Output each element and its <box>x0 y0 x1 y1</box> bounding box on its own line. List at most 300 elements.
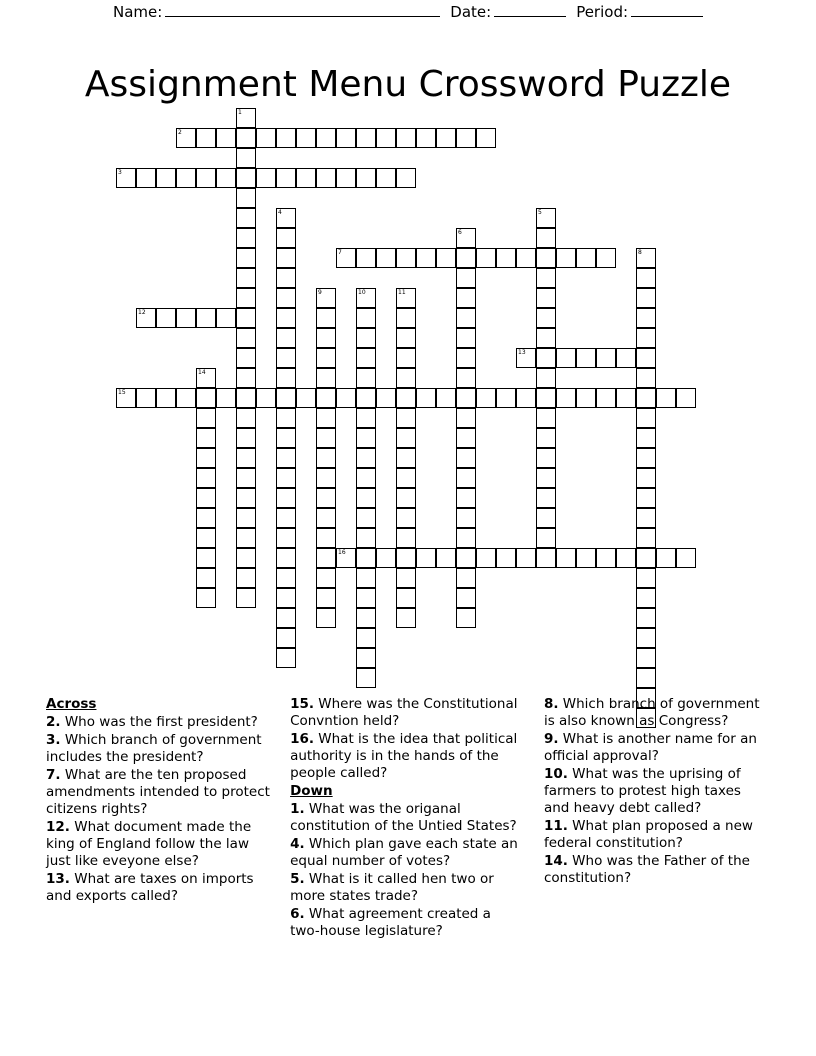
crossword-cell[interactable] <box>396 308 416 328</box>
crossword-cell[interactable] <box>436 388 456 408</box>
crossword-cell[interactable] <box>316 328 336 348</box>
crossword-cell[interactable] <box>456 368 476 388</box>
crossword-cell[interactable] <box>196 368 216 388</box>
crossword-cell[interactable] <box>556 388 576 408</box>
crossword-cell[interactable] <box>596 248 616 268</box>
crossword-cell[interactable] <box>456 388 476 408</box>
crossword-cell-number: 10 <box>358 289 366 296</box>
crossword-cell-number: 1 <box>238 109 242 116</box>
crossword-cell[interactable] <box>476 248 496 268</box>
crossword-cell[interactable] <box>616 348 636 368</box>
crossword-cell[interactable] <box>236 128 256 148</box>
crossword-cell-number: 5 <box>538 209 542 216</box>
crossword-cell[interactable] <box>396 348 416 368</box>
crossword-cell[interactable] <box>536 428 556 448</box>
crossword-cell[interactable] <box>176 388 196 408</box>
crossword-cell[interactable] <box>316 488 336 508</box>
crossword-cell[interactable] <box>296 168 316 188</box>
crossword-cell[interactable] <box>156 388 176 408</box>
crossword-cell[interactable] <box>536 528 556 548</box>
crossword-cell[interactable] <box>456 248 476 268</box>
crossword-cell[interactable] <box>396 528 416 548</box>
crossword-cell[interactable] <box>396 288 416 308</box>
crossword-cell[interactable] <box>196 408 216 428</box>
crossword-cell[interactable] <box>196 128 216 148</box>
crossword-cell[interactable] <box>356 288 376 308</box>
crossword-cell[interactable] <box>196 488 216 508</box>
crossword-cell[interactable] <box>336 128 356 148</box>
crossword-cell[interactable] <box>276 348 296 368</box>
crossword-cell[interactable] <box>536 308 556 328</box>
crossword-cell[interactable] <box>456 128 476 148</box>
crossword-cell[interactable] <box>536 508 556 528</box>
crossword-cell[interactable] <box>236 388 256 408</box>
crossword-cell[interactable] <box>276 368 296 388</box>
crossword-cell[interactable] <box>436 128 456 148</box>
clue-text: What was the uprising of farmers to protest high taxes and heavy debt called? <box>543 766 741 816</box>
crossword-cell[interactable] <box>236 108 256 128</box>
crossword-cell[interactable] <box>636 288 656 308</box>
crossword-cell[interactable] <box>236 228 256 248</box>
clue-text: What was the origanal constitution of the Untied States? <box>290 801 517 834</box>
crossword-cell[interactable] <box>636 488 656 508</box>
crossword-cell[interactable] <box>236 348 256 368</box>
crossword-cell[interactable] <box>636 428 656 448</box>
crossword-cell[interactable] <box>356 608 376 628</box>
crossword-cell[interactable] <box>636 628 656 648</box>
crossword-cell[interactable] <box>236 208 256 228</box>
crossword-cell[interactable] <box>236 248 256 268</box>
crossword-cell[interactable] <box>636 548 656 568</box>
crossword-cell[interactable] <box>396 388 416 408</box>
clue-number: 2. <box>46 714 61 730</box>
crossword-cell[interactable] <box>256 168 276 188</box>
crossword-cell[interactable] <box>456 568 476 588</box>
crossword-cell[interactable] <box>176 128 196 148</box>
crossword-cell[interactable] <box>556 548 576 568</box>
crossword-cell[interactable] <box>156 168 176 188</box>
crossword-cell[interactable] <box>296 128 316 148</box>
crossword-cell[interactable] <box>636 568 656 588</box>
crossword-cell[interactable] <box>556 248 576 268</box>
crossword-cell[interactable] <box>396 428 416 448</box>
crossword-cell-number: 8 <box>638 249 642 256</box>
crossword-cell[interactable] <box>456 508 476 528</box>
crossword-cell[interactable] <box>456 528 476 548</box>
crossword-cell-number: 15 <box>118 389 126 396</box>
crossword-cell[interactable] <box>356 548 376 568</box>
crossword-cell[interactable] <box>216 388 236 408</box>
crossword-cell[interactable] <box>276 648 296 668</box>
crossword-cell[interactable] <box>376 168 396 188</box>
crossword-cell[interactable] <box>496 548 516 568</box>
crossword-cell[interactable] <box>356 428 376 448</box>
crossword-cell[interactable] <box>576 388 596 408</box>
crossword-cell[interactable] <box>276 548 296 568</box>
crossword-cell[interactable] <box>196 428 216 448</box>
crossword-cell[interactable] <box>656 388 676 408</box>
crossword-cell[interactable] <box>316 168 336 188</box>
crossword-cell[interactable] <box>316 528 336 548</box>
crossword-cell[interactable] <box>316 128 336 148</box>
crossword-cell[interactable] <box>356 128 376 148</box>
crossword-cell[interactable] <box>596 388 616 408</box>
period-label: Period: <box>576 3 629 21</box>
crossword-cell[interactable] <box>456 448 476 468</box>
crossword-cell[interactable] <box>536 348 556 368</box>
crossword-cell[interactable] <box>316 608 336 628</box>
crossword-cell[interactable] <box>236 168 256 188</box>
crossword-cell[interactable] <box>276 408 296 428</box>
crossword-cell[interactable] <box>636 348 656 368</box>
crossword-cell[interactable] <box>616 388 636 408</box>
crossword-cell[interactable] <box>316 508 336 528</box>
name-blank-line[interactable] <box>165 5 440 17</box>
crossword-cell[interactable] <box>496 388 516 408</box>
crossword-cell[interactable] <box>116 168 136 188</box>
crossword-cell[interactable] <box>316 368 336 388</box>
crossword-cell[interactable] <box>396 608 416 628</box>
crossword-cell[interactable] <box>296 388 316 408</box>
crossword-cell-number: 2 <box>178 129 182 136</box>
crossword-cell[interactable] <box>516 348 536 368</box>
crossword-cell[interactable] <box>356 308 376 328</box>
clue-number: 9. <box>543 731 559 747</box>
crossword-cell[interactable] <box>356 528 376 548</box>
crossword-cell[interactable] <box>316 448 336 468</box>
crossword-cell[interactable] <box>536 448 556 468</box>
page-title: Assignment Menu Crossword Puzzle <box>84 64 732 106</box>
crossword-cell[interactable] <box>356 568 376 588</box>
crossword-cell[interactable] <box>276 288 296 308</box>
crossword-cell[interactable] <box>556 348 576 368</box>
crossword-cell[interactable] <box>456 288 476 308</box>
crossword-cell[interactable] <box>316 288 336 308</box>
crossword-cell[interactable] <box>336 168 356 188</box>
crossword-cell[interactable] <box>236 148 256 168</box>
crossword-cell[interactable] <box>316 308 336 328</box>
crossword-cell[interactable] <box>236 268 256 288</box>
crossword-cell[interactable] <box>676 388 696 408</box>
clue-across-7 <box>46 767 270 818</box>
crossword-cell[interactable] <box>456 408 476 428</box>
crossword-cell[interactable] <box>456 468 476 488</box>
crossword-cell[interactable] <box>216 128 236 148</box>
crossword-cell[interactable] <box>636 388 656 408</box>
crossword-cell[interactable] <box>636 408 656 428</box>
crossword-cell[interactable] <box>196 308 216 328</box>
crossword-cell[interactable] <box>436 248 456 268</box>
crossword-cell[interactable] <box>616 548 636 568</box>
crossword-cell[interactable] <box>476 128 496 148</box>
clue-text: What are taxes on imports and exports called? <box>46 871 254 904</box>
crossword-cell[interactable] <box>596 348 616 368</box>
crossword-cell[interactable] <box>276 488 296 508</box>
crossword-cell[interactable] <box>336 548 356 568</box>
crossword-cell[interactable] <box>256 388 276 408</box>
crossword-cell[interactable] <box>396 448 416 468</box>
crossword-cell[interactable] <box>456 548 476 568</box>
crossword-cell[interactable] <box>456 348 476 368</box>
crossword-cell[interactable] <box>356 468 376 488</box>
clue-down-1 <box>290 801 524 835</box>
crossword-cell-number: 7 <box>338 249 342 256</box>
crossword-cell[interactable] <box>316 568 336 588</box>
period-blank-line[interactable] <box>631 5 703 17</box>
crossword-cell-number: 14 <box>198 369 206 376</box>
crossword-cell[interactable] <box>636 268 656 288</box>
crossword-cell[interactable] <box>276 168 296 188</box>
crossword-cell[interactable] <box>196 468 216 488</box>
crossword-cell[interactable] <box>396 508 416 528</box>
crossword-cell[interactable] <box>396 128 416 148</box>
clue-across-3 <box>46 732 270 766</box>
crossword-cell[interactable] <box>456 268 476 288</box>
crossword-cell[interactable] <box>276 588 296 608</box>
crossword-cell[interactable] <box>576 548 596 568</box>
crossword-cell[interactable] <box>176 168 196 188</box>
clue-number: 16. <box>290 731 314 747</box>
clue-number: 11. <box>543 818 568 834</box>
crossword-cell[interactable] <box>636 588 656 608</box>
crossword-cell[interactable] <box>236 468 256 488</box>
crossword-cell[interactable] <box>336 388 356 408</box>
crossword-cell[interactable] <box>336 248 356 268</box>
crossword-cell[interactable] <box>276 428 296 448</box>
crossword-cell[interactable] <box>636 648 656 668</box>
crossword-cell[interactable] <box>356 668 376 688</box>
crossword-cell[interactable] <box>196 448 216 468</box>
crossword-cell[interactable] <box>636 308 656 328</box>
crossword-cell[interactable] <box>116 388 136 408</box>
crossword-cell[interactable] <box>356 368 376 388</box>
crossword-cell[interactable] <box>536 408 556 428</box>
crossword-cell[interactable] <box>636 668 656 688</box>
crossword-cell-number: 4 <box>278 209 282 216</box>
crossword-cell[interactable] <box>316 408 336 428</box>
crossword-cell[interactable] <box>276 508 296 528</box>
crossword-cell[interactable] <box>416 388 436 408</box>
crossword-cell[interactable] <box>196 568 216 588</box>
crossword-cell[interactable] <box>196 168 216 188</box>
crossword-cell[interactable] <box>236 488 256 508</box>
student-info-header <box>0 0 816 24</box>
crossword-cell[interactable] <box>276 528 296 548</box>
crossword-cell[interactable] <box>236 428 256 448</box>
crossword-cell[interactable] <box>536 328 556 348</box>
crossword-cell[interactable] <box>236 368 256 388</box>
crossword-cell[interactable] <box>396 588 416 608</box>
crossword-cell[interactable] <box>396 368 416 388</box>
crossword-cell[interactable] <box>536 268 556 288</box>
crossword-cell[interactable] <box>536 488 556 508</box>
crossword-cell[interactable] <box>356 388 376 408</box>
crossword-cell[interactable] <box>536 468 556 488</box>
crossword-cell[interactable] <box>276 328 296 348</box>
clue-number: 8. <box>543 696 559 712</box>
crossword-cell[interactable] <box>276 228 296 248</box>
crossword-cell[interactable] <box>236 448 256 468</box>
clue-down-8 <box>544 696 770 730</box>
crossword-cell[interactable] <box>396 488 416 508</box>
crossword-cell[interactable] <box>316 588 336 608</box>
crossword-cell[interactable] <box>176 308 196 328</box>
crossword-cell[interactable] <box>356 328 376 348</box>
crossword-cell[interactable] <box>236 528 256 548</box>
crossword-cell[interactable] <box>396 328 416 348</box>
crossword-cell[interactable] <box>216 168 236 188</box>
crossword-cell[interactable] <box>636 368 656 388</box>
crossword-cell[interactable] <box>356 248 376 268</box>
crossword-cell[interactable] <box>196 548 216 568</box>
crossword-cell[interactable] <box>416 248 436 268</box>
crossword-cell[interactable] <box>476 548 496 568</box>
crossword-cell-number: 3 <box>118 169 122 176</box>
crossword-cell[interactable] <box>236 328 256 348</box>
crossword-cell[interactable] <box>236 548 256 568</box>
crossword-cell[interactable] <box>276 248 296 268</box>
crossword-cell[interactable] <box>456 308 476 328</box>
crossword-cell[interactable] <box>396 248 416 268</box>
crossword-cell[interactable] <box>396 468 416 488</box>
crossword-cell[interactable] <box>636 248 656 268</box>
crossword-cell[interactable] <box>536 208 556 228</box>
crossword-cell[interactable] <box>656 548 676 568</box>
crossword-cell[interactable] <box>356 648 376 668</box>
crossword-cell[interactable] <box>676 548 696 568</box>
clue-text: Who was the Father of the constitution? <box>543 853 750 886</box>
crossword-cell[interactable] <box>316 428 336 448</box>
crossword-cell[interactable] <box>316 548 336 568</box>
crossword-cell[interactable] <box>536 368 556 388</box>
crossword-cell[interactable] <box>516 548 536 568</box>
crossword-cell[interactable] <box>356 168 376 188</box>
crossword-cell[interactable] <box>496 248 516 268</box>
crossword-cell[interactable] <box>376 388 396 408</box>
crossword-grid[interactable] <box>0 108 816 648</box>
crossword-cell[interactable] <box>576 248 596 268</box>
crossword-cell[interactable] <box>396 548 416 568</box>
crossword-cell[interactable] <box>376 548 396 568</box>
crossword-cell[interactable] <box>276 568 296 588</box>
crossword-cell[interactable] <box>256 128 276 148</box>
crossword-cell[interactable] <box>276 268 296 288</box>
crossword-cell[interactable] <box>456 228 476 248</box>
date-blank-line[interactable] <box>494 5 566 17</box>
crossword-cell[interactable] <box>216 308 236 328</box>
clue-number: 12. <box>46 819 70 835</box>
crossword-cell[interactable] <box>236 508 256 528</box>
clue-number: 13. <box>46 871 70 887</box>
crossword-cell[interactable] <box>356 348 376 368</box>
crossword-cell[interactable] <box>636 468 656 488</box>
crossword-cell[interactable] <box>136 168 156 188</box>
crossword-cell[interactable] <box>316 468 336 488</box>
clue-column-1 <box>46 696 270 941</box>
crossword-cell[interactable] <box>356 488 376 508</box>
crossword-cell[interactable] <box>316 388 336 408</box>
clue-across-12 <box>46 819 270 870</box>
crossword-cell[interactable] <box>356 628 376 648</box>
clue-number: 15. <box>290 696 314 712</box>
crossword-cell[interactable] <box>536 548 556 568</box>
crossword-cell[interactable] <box>636 448 656 468</box>
crossword-cell[interactable] <box>276 608 296 628</box>
crossword-cell[interactable] <box>236 188 256 208</box>
crossword-cell[interactable] <box>356 408 376 428</box>
crossword-cell[interactable] <box>536 228 556 248</box>
crossword-cell[interactable] <box>636 508 656 528</box>
crossword-cell[interactable] <box>196 528 216 548</box>
crossword-cell[interactable] <box>396 568 416 588</box>
crossword-cell[interactable] <box>376 128 396 148</box>
clue-down-14 <box>544 853 770 887</box>
clue-across-15 <box>290 696 524 730</box>
crossword-cell[interactable] <box>516 388 536 408</box>
crossword-cell[interactable] <box>456 588 476 608</box>
crossword-cell[interactable] <box>636 608 656 628</box>
crossword-cell[interactable] <box>136 388 156 408</box>
crossword-cell[interactable] <box>276 208 296 228</box>
crossword-cell[interactable] <box>276 308 296 328</box>
crossword-cell[interactable] <box>356 448 376 468</box>
crossword-cell[interactable] <box>276 388 296 408</box>
crossword-cell[interactable] <box>636 328 656 348</box>
clue-text: Which branch of government is also known as Congress? <box>543 696 760 729</box>
crossword-cell[interactable] <box>236 568 256 588</box>
crossword-cell[interactable] <box>276 628 296 648</box>
crossword-cell[interactable] <box>416 128 436 148</box>
crossword-cell[interactable] <box>236 308 256 328</box>
crossword-cell[interactable] <box>236 408 256 428</box>
clue-down-10 <box>544 766 770 817</box>
crossword-cell[interactable] <box>196 388 216 408</box>
crossword-cell[interactable] <box>356 508 376 528</box>
crossword-cell[interactable] <box>456 328 476 348</box>
crossword-cell[interactable] <box>276 128 296 148</box>
crossword-cell[interactable] <box>396 408 416 428</box>
crossword-cell[interactable] <box>276 448 296 468</box>
crossword-cell[interactable] <box>316 348 336 368</box>
crossword-cell[interactable] <box>236 288 256 308</box>
crossword-cell[interactable] <box>456 428 476 448</box>
crossword-cell[interactable] <box>596 548 616 568</box>
crossword-cell[interactable] <box>536 388 556 408</box>
crossword-cell[interactable] <box>476 388 496 408</box>
crossword-cell[interactable] <box>636 528 656 548</box>
crossword-cell[interactable] <box>396 168 416 188</box>
crossword-cell[interactable] <box>536 288 556 308</box>
crossword-cell[interactable] <box>576 348 596 368</box>
crossword-cell[interactable] <box>276 468 296 488</box>
crossword-cell[interactable] <box>416 548 436 568</box>
crossword-cell[interactable] <box>376 248 396 268</box>
crossword-cell[interactable] <box>456 488 476 508</box>
crossword-cell[interactable] <box>536 248 556 268</box>
crossword-cell[interactable] <box>236 588 256 608</box>
clue-text: What plan proposed a new federal constitution? <box>543 818 753 851</box>
crossword-cell[interactable] <box>156 308 176 328</box>
clue-column-2 <box>290 696 524 941</box>
crossword-cell[interactable] <box>356 588 376 608</box>
crossword-cell[interactable] <box>456 608 476 628</box>
crossword-cell[interactable] <box>436 548 456 568</box>
crossword-cell[interactable] <box>196 588 216 608</box>
crossword-cell[interactable] <box>196 508 216 528</box>
crossword-cell[interactable] <box>516 248 536 268</box>
crossword-cell[interactable] <box>136 308 156 328</box>
clue-across-16 <box>290 731 524 782</box>
